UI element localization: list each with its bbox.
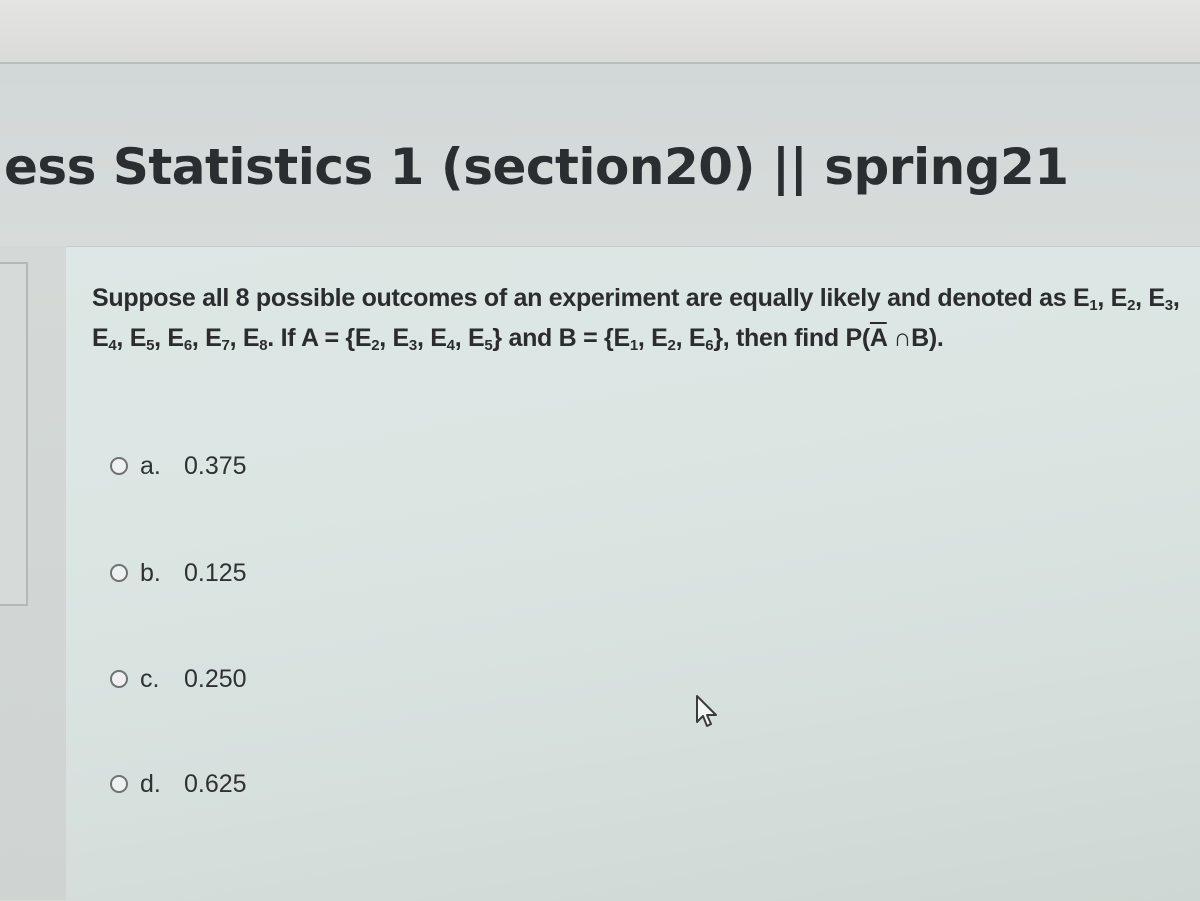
option-c[interactable] <box>110 659 247 699</box>
option-d[interactable] <box>110 764 247 804</box>
option-value: 0.250 <box>184 664 247 693</box>
radio-button-icon[interactable] <box>110 564 128 582</box>
option-letter: b. <box>140 558 161 587</box>
browser-top-strip <box>0 0 1200 64</box>
option-letter: d. <box>140 769 161 798</box>
option-value: 0.625 <box>184 769 247 798</box>
radio-button-icon[interactable] <box>110 775 128 793</box>
option-value: 0.125 <box>184 558 247 587</box>
option-b[interactable] <box>110 553 247 593</box>
radio-button-icon[interactable] <box>110 457 128 475</box>
course-title: ess Statistics 1 (section20) || spring21 <box>4 138 1069 196</box>
option-value: 0.375 <box>184 451 247 480</box>
option-letter: c. <box>140 664 160 693</box>
option-letter: a. <box>140 451 161 480</box>
option-a[interactable] <box>110 446 247 486</box>
mouse-pointer-icon <box>694 694 720 730</box>
question-info-box <box>0 262 28 606</box>
question-text: Suppose all 8 possible outcomes of an experiment are equally likely and denoted as $E_1$, $E_2$, $E_3$, $E_4$, $E_5$, $E_6$, $E_7$, $E_8$. If $A = \{E_2$, $E_3$, $E_4$, $E_5$} and $B = \{E_1$, $E_2$, $E_6$}, then find $P(\overline{A}$ ∩B). <box>92 284 1180 354</box>
radio-button-icon[interactable] <box>110 670 128 688</box>
